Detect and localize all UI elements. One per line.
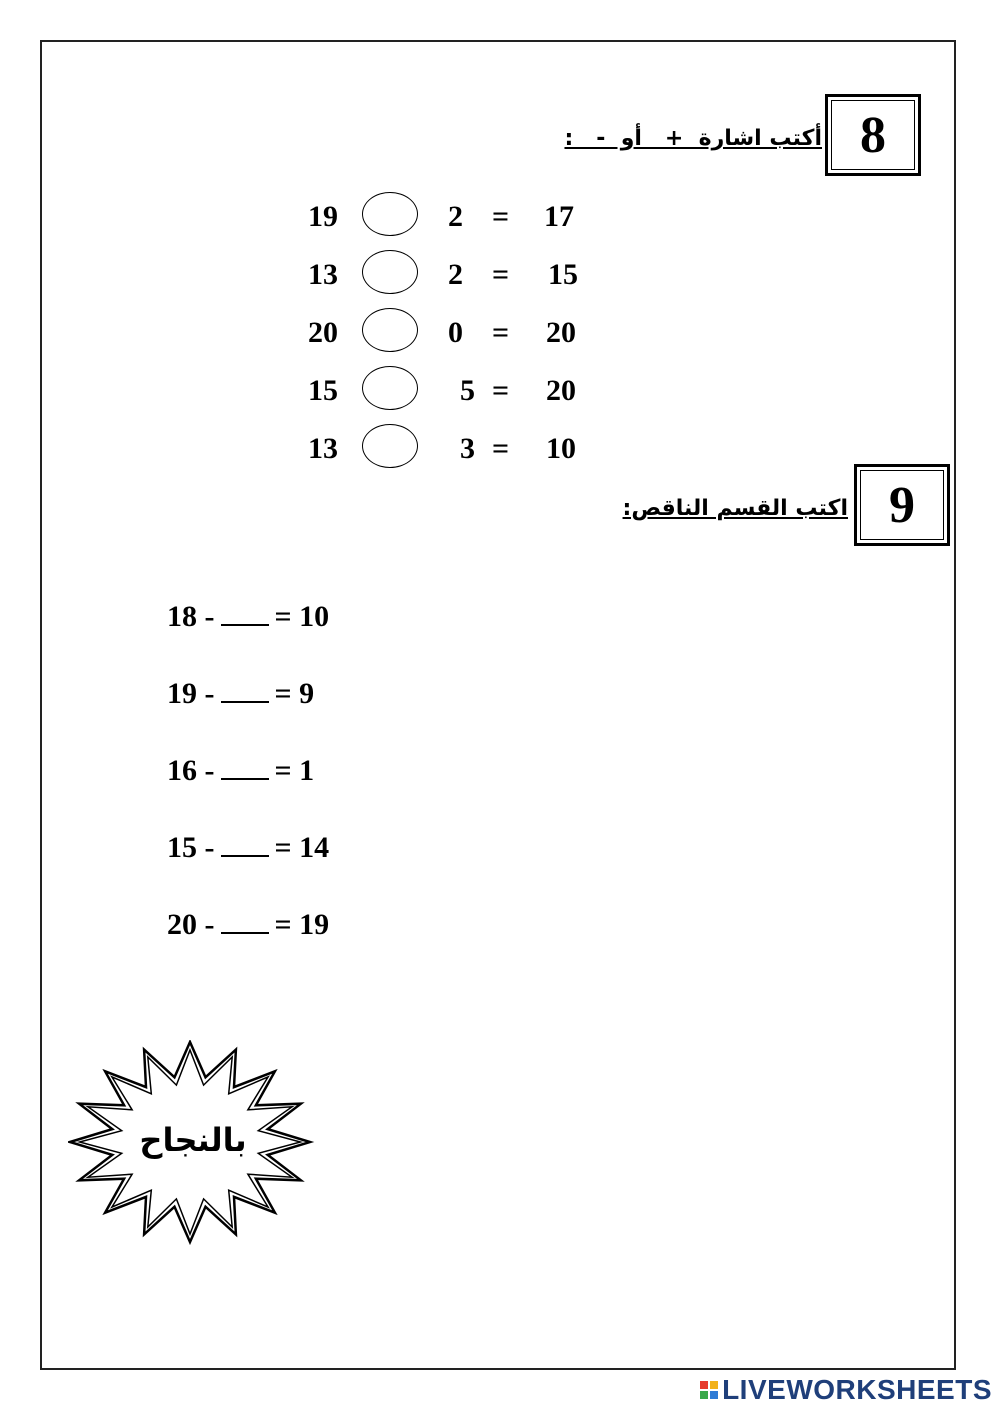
missing-part-right: = 10 <box>274 600 330 633</box>
eq-first-number: 19 <box>308 200 338 233</box>
eq-second-number: 2 <box>448 258 463 291</box>
logo-text: LIVEWORKSHEETS <box>722 1374 992 1405</box>
eq-equals-sign: = <box>492 316 510 349</box>
eq-second-number: 5 <box>460 374 475 407</box>
missing-part-blank[interactable] <box>221 831 269 857</box>
liveworksheets-logo <box>700 1375 992 1405</box>
logo-square <box>710 1381 718 1389</box>
sign-answer-circle[interactable] <box>362 192 418 236</box>
sign-answer-circle[interactable] <box>362 424 418 468</box>
question-9-title: اكتب القسم الناقص: <box>622 496 848 521</box>
missing-part-left: 16 - <box>167 754 215 787</box>
eq-equals-sign: = <box>492 374 510 407</box>
missing-part-left: 18 - <box>167 600 215 633</box>
eq-first-number: 13 <box>308 258 338 291</box>
missing-part-blank[interactable] <box>221 600 269 626</box>
missing-part-row <box>152 720 315 787</box>
logo-square <box>710 1391 718 1399</box>
question-8-number: 8 <box>860 106 886 164</box>
success-text: بالنجاح <box>139 1121 247 1159</box>
logo-icon <box>700 1381 718 1399</box>
sign-answer-circle[interactable] <box>362 308 418 352</box>
eq-result-number: 20 <box>546 316 576 349</box>
missing-part-left: 19 - <box>167 677 215 710</box>
eq-result-number: 20 <box>546 374 576 407</box>
eq-result-number: 17 <box>544 200 574 233</box>
missing-part-left: 20 - <box>167 908 215 941</box>
missing-part-blank[interactable] <box>221 754 269 780</box>
eq-result-number: 10 <box>546 432 576 465</box>
sign-answer-circle[interactable] <box>362 250 418 294</box>
missing-part-left: 15 - <box>167 831 215 864</box>
sign-equation-row <box>300 430 600 470</box>
missing-part-blank[interactable] <box>221 908 269 934</box>
question-9-number: 9 <box>889 476 915 534</box>
eq-second-number: 0 <box>448 316 463 349</box>
sign-answer-circle[interactable] <box>362 366 418 410</box>
question-9-number-box <box>854 464 950 546</box>
eq-first-number: 15 <box>308 374 338 407</box>
sign-equation-row <box>300 372 600 412</box>
missing-part-right: = 1 <box>274 754 315 787</box>
missing-part-blank[interactable] <box>221 677 269 703</box>
sign-equation-row <box>300 256 600 296</box>
question-8-number-box <box>825 94 921 176</box>
missing-part-row <box>152 874 330 941</box>
eq-first-number: 13 <box>308 432 338 465</box>
eq-first-number: 20 <box>308 316 338 349</box>
success-starburst <box>68 1040 318 1252</box>
missing-part-right: = 19 <box>274 908 330 941</box>
eq-second-number: 3 <box>460 432 475 465</box>
missing-part-row <box>152 566 330 633</box>
missing-part-row <box>152 797 330 864</box>
eq-result-number: 15 <box>548 258 578 291</box>
logo-square <box>700 1391 708 1399</box>
missing-part-row <box>152 643 315 710</box>
eq-second-number: 2 <box>448 200 463 233</box>
missing-part-right: = 9 <box>274 677 315 710</box>
logo-square <box>700 1381 708 1389</box>
sign-equation-row <box>300 314 600 354</box>
eq-equals-sign: = <box>492 432 510 465</box>
eq-equals-sign: = <box>492 200 510 233</box>
missing-part-right: = 14 <box>274 831 330 864</box>
sign-equation-row <box>300 198 600 238</box>
eq-equals-sign: = <box>492 258 510 291</box>
question-8-title: أكتب اشارة + أو - : <box>564 126 822 151</box>
